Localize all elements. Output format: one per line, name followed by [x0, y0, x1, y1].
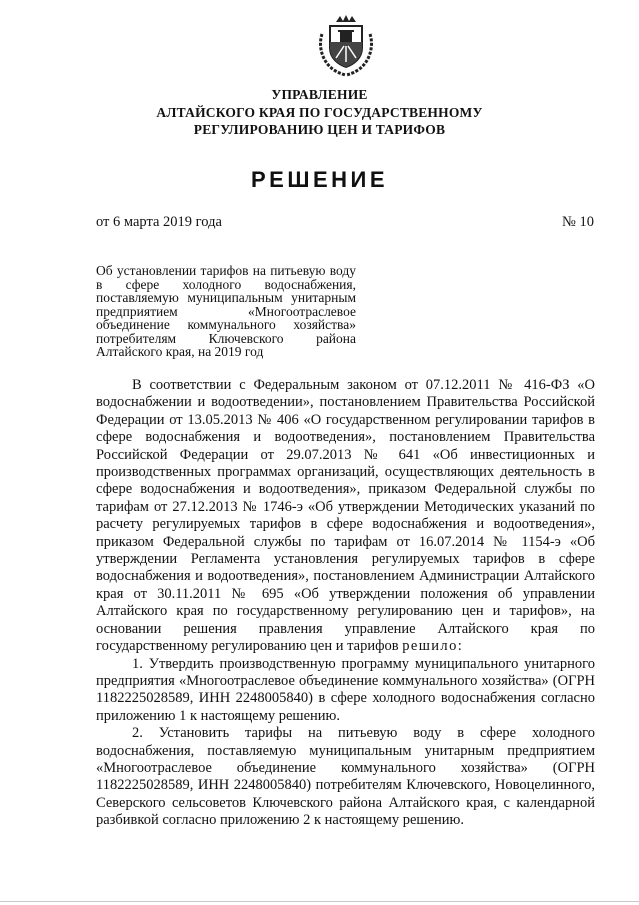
org-name-line-3: РЕГУЛИРОВАНИЮ ЦЕН И ТАРИФОВ — [193, 122, 446, 137]
paragraph-item-2: 2. Установить тарифы на питьевую воду в сфере холодного водоснабжения, поставляемую муниципальным унитарным предприятием «Многоотраслевое объединение коммунального хозяйства» (ОГРН 1182225028589, ИНН 2248005840) потребителям Ключевского, Новоцелинного, Северского сельсоветов Ключевского района Алтайского края, с календарной разбивкой согласно приложению 2 к настоящему решению. — [96, 725, 595, 829]
document-date: от 6 марта 2019 года — [96, 214, 222, 230]
org-name-line-2: АЛТАЙСКОГО КРАЯ ПО ГОСУДАРСТВЕННОМУ — [156, 105, 483, 120]
decision-word: решило: — [402, 638, 464, 655]
document-subject: Об установлении тарифов на питьевую воду в сфере холодного водоснабжения, поставляемую муниципальным унитарным предприятием «Многоотраслевое объединение коммунального хозяйства» потребителям Ключевского района Алтайского края, на 2019 год — [96, 263, 356, 359]
document-number: № 10 — [562, 214, 594, 230]
org-name-line-1: УПРАВЛЕНИЕ — [271, 87, 368, 102]
paragraph-item-1: 1. Утвердить производственную программу муниципального унитарного предприятия «Многоотраслевое объединение коммунального хозяйства» (ОГРН 1182225028589, ИНН 2248005840) в сфере холодного водоснабжения согласно приложению 1 к настоящему решению. — [96, 655, 595, 724]
paragraph-preamble — [96, 377, 595, 656]
document-body — [96, 377, 595, 830]
preamble-text: В соответствии с Федеральным законом от 07.12.2011 № 416-ФЗ «О водоснабжении и водоотведении», постановлением Правительства Российской Федерации от 13.05.2013 № 406 «О государственном регулировании тарифов в сфере водоснабжения и водоотведения», постановлением Правительства Российской Федерации от 29.07.2013 № 641 «Об инвестиционных и производственных программах организаций, осуществляющих деятельность в сфере водоснабжения и водоотведения», приказом Федеральной службы по тарифам от 27.12.2013 № 1746-э «Об утверждении Методических указаний по расчету регулируемых тарифов в сфере водоснабжения и водоотведения», приказом Федеральной службы по тарифам от 16.07.2014 № 1154-э «Об утверждении Регламента установления регулируемых тарифов в сфере водоснабжения и водоотведения», постановлением Администрации Алтайского края от 30.11.2011 № 695 «Об утверждении положения об управлении Алтайского края по государственному регулированию цен и тарифов», на основании решения правления управление Алтайского края по государственному регулированию цен и тарифов — [96, 377, 595, 655]
page-bottom-edge — [0, 901, 639, 902]
document-title: РЕШЕНИЕ — [250, 167, 388, 192]
altai-krai-coat-of-arms-icon — [314, 12, 378, 78]
